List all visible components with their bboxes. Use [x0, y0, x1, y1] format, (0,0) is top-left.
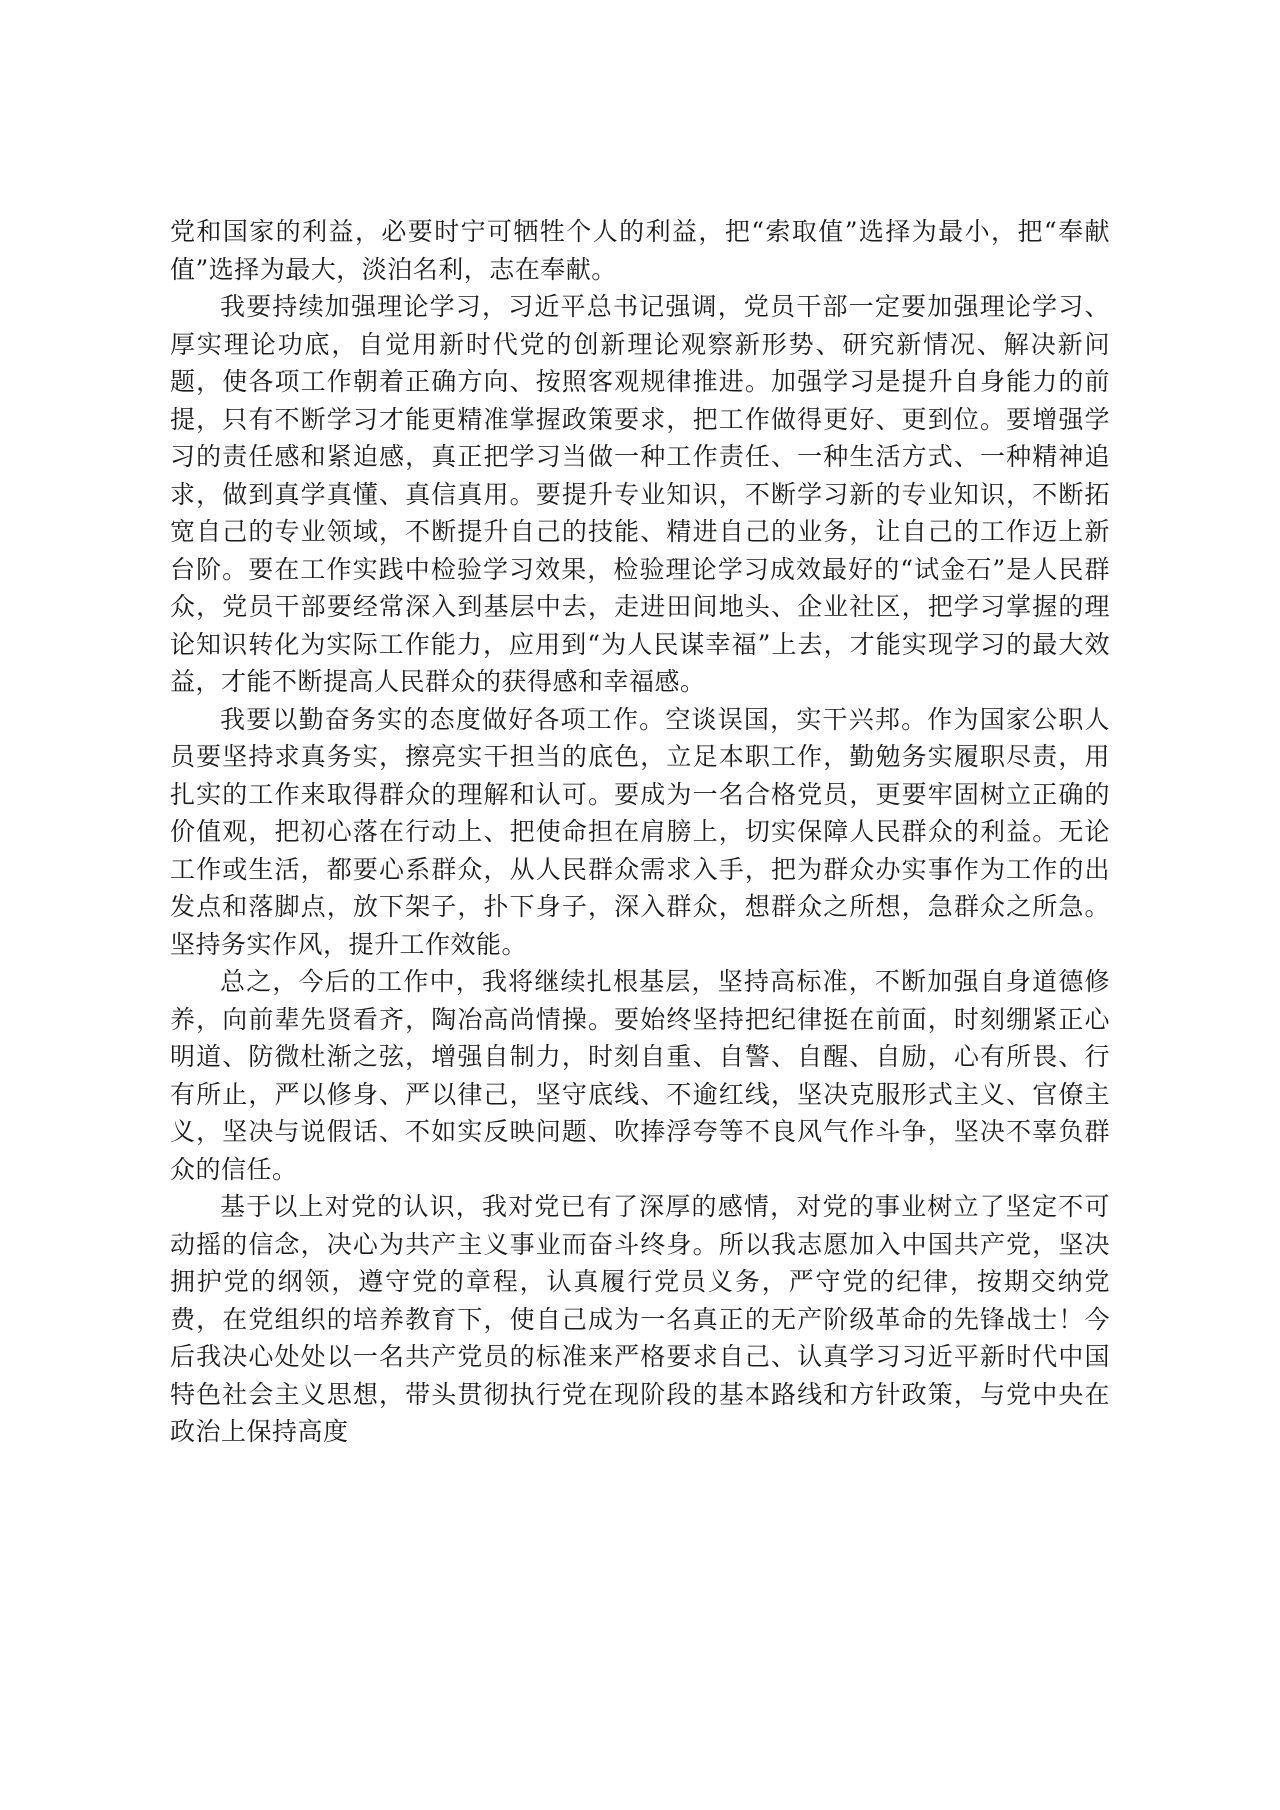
- paragraph-5: 基于以上对党的认识，我对党已有了深厚的感情，对党的事业树立了坚定不可动摇的信念，决心为共产主义事业而奋斗终身。所以我志愿加入中国共产党，坚决拥护党的纲领，遵守党的章程，认真履行党员义务，严守党的纪律，按期交纳党费，在党组织的培养教育下，使自己成为一名真正的无产阶级革命的先锋战士！今后我决心处处以一名共产党员的标准来严格要求自己、认真学习习近平新时代中国特色社会主义思想，带头贯彻执行党在现阶段的基本路线和方针政策，与党中央在政治上保持高度: [170, 1192, 1110, 1446]
- paragraph-3: 我要以勤奋务实的态度做好各项工作。空谈误国，实干兴邦。作为国家公职人员要坚持求真务实，擦亮实干担当的底色，立足本职工作，勤勉务实履职尽责，用扎实的工作来取得群众的理解和认可。要成为一名合格党员，更要牢固树立正确的价值观，把初心落在行动上、把使命担在肩膀上，切实保障人民群众的利益。无论工作或生活，都要心系群众，从人民群众需求入手，把为群众办实事作为工作的出发点和落脚点，放下架子，扑下身子，深入群众，想群众之所想，急群众之所急。坚持务实作风，提升工作效能。: [170, 704, 1110, 959]
- paragraph-1: 党和国家的利益，必要时宁可牺牲个人的利益，把“索取值”选择为最小，把“奉献值”选择为最大，淡泊名利，志在奉献。: [170, 217, 1110, 284]
- paragraph-2: 我要持续加强理论学习，习近平总书记强调，党员干部一定要加强理论学习、厚实理论功底，自觉用新时代党的创新理论观察新形势、研究新情况、解决新问题，使各项工作朝着正确方向、按照客观规律推进。加强学习是提升自身能力的前提，只有不断学习才能更精准掌握政策要求，把工作做得更好、更到位。要增强学习的责任感和紧迫感，真正把学习当做一种工作责任、一种生活方式、一种精神追求，做到真学真懂、真信真用。要提升专业知识，不断学习新的专业知识，不断拓宽自己的专业领域，不断提升自己的技能、精进自己的业务，让自己的工作迈上新台阶。要在工作实践中检验学习效果，检验理论学习成效最好的“试金石”是人民群众，党员干部要经常深入到基层中去，走进田间地头、企业社区，把学习掌握的理论知识转化为实际工作能力，应用到“为人民谋幸福”上去，才能实现学习的最大效益，才能不断提高人民群众的获得感和幸福感。: [170, 292, 1110, 696]
- document-body: [170, 213, 1110, 1451]
- paragraph-4: 总之，今后的工作中，我将继续扎根基层，坚持高标准，不断加强自身道德修养，向前辈先贤看齐，陶冶高尚情操。要始终坚持把纪律挺在前面，时刻绷紧正心明道、防微杜渐之弦，增强自制力，时刻自重、自警、自醒、自励，心有所畏、行有所止，严以修身、严以律己，坚守底线、不逾红线，坚决克服形式主义、官僚主义，坚决与说假话、不如实反映问题、吹捧浮夸等不良风气作斗争，坚决不辜负群众的信任。: [170, 967, 1110, 1184]
